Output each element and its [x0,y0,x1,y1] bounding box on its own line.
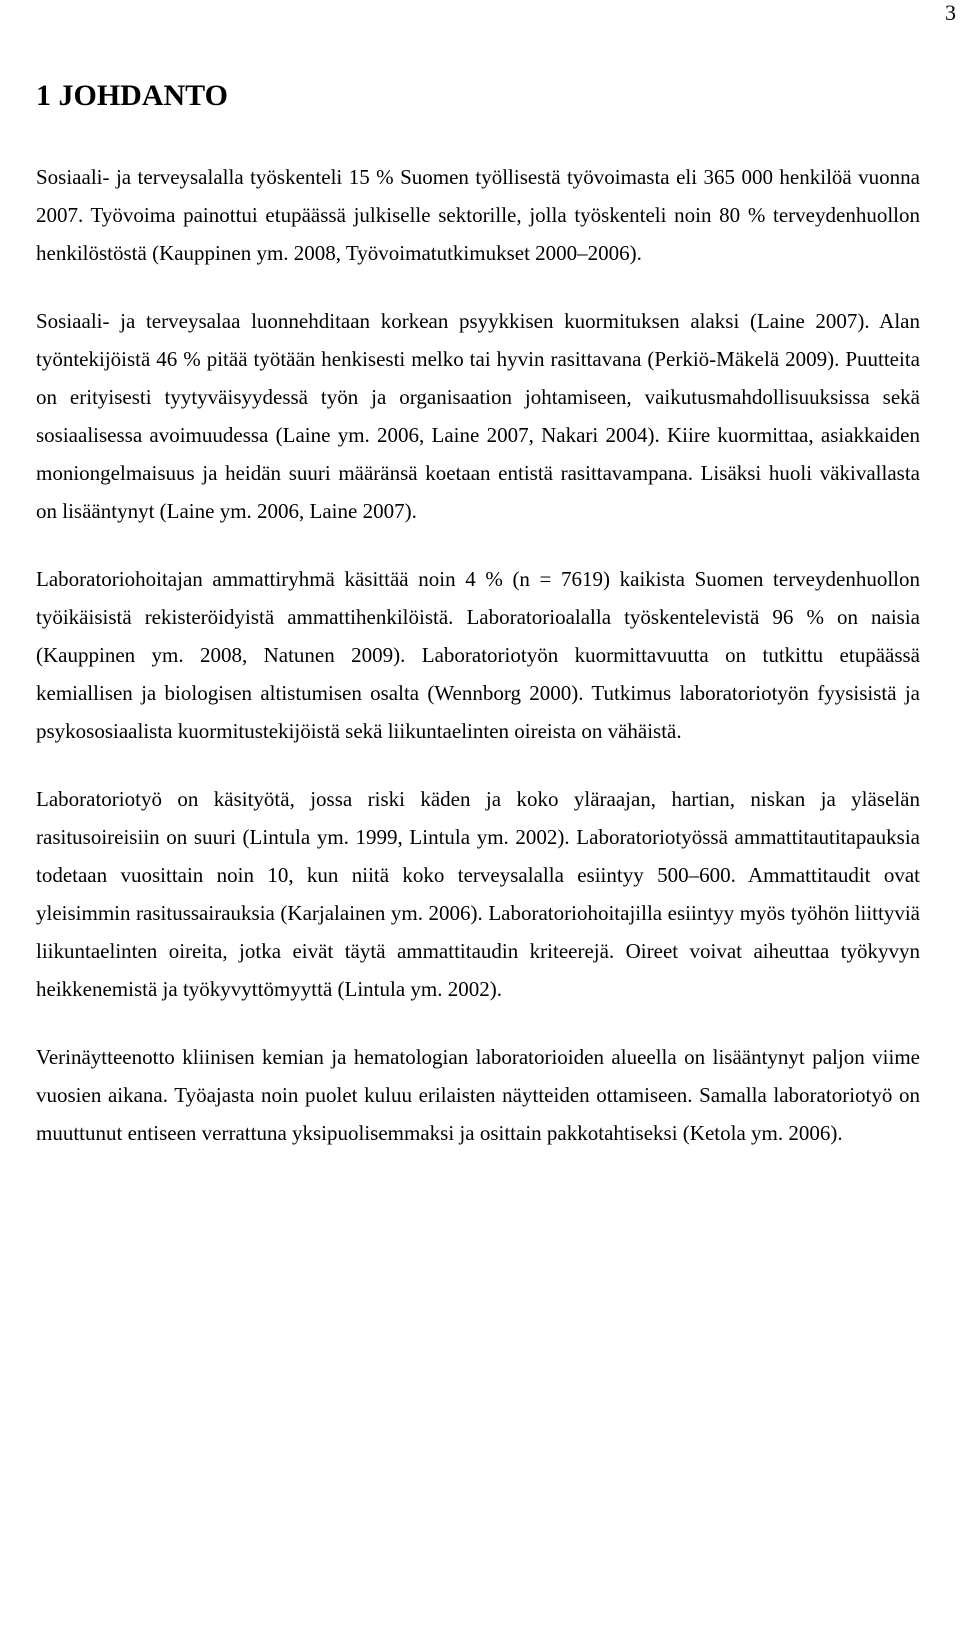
paragraph-2: Sosiaali- ja terveysalaa luonnehditaan korkean psyykkisen kuormituksen alaksi (Laine 2007). Alan työntekijöistä 46 % pitää työtään henkisesti melko tai hyvin rasittavana (Perkiö-Mäkelä 2009). Puutteita on erityisesti tyytyväisyydessä työn ja organisaation johtamiseen, vaikutusmahdollisuuksissa sekä sosiaalisessa avoimuudessa (Laine ym. 2006, Laine 2007, Nakari 2004). Kiire kuormittaa, asiakkaiden moniongelmaisuus ja heidän suuri määränsä koetaan entistä rasittavampana. Lisäksi huoli väkivallasta on lisääntynyt (Laine ym. 2006, Laine 2007). [36,309,920,523]
paragraph-4: Laboratoriotyö on käsityötä, jossa riski käden ja koko yläraajan, hartian, niskan ja yläselän rasitusoireisiin on suuri (Lintula ym. 1999, Lintula ym. 2002). Laboratoriotyössä ammattitautitapauksia todetaan vuosittain noin 10, kun niitä koko terveysalalla esiintyy 500–600. Ammattitaudit ovat yleisimmin rasitussairauksia (Karjalainen ym. 2006). Laboratoriohoitajilla esiintyy myös työhön liittyviä liikuntaelinten oireita, jotka eivät täytä ammattitaudin kriteerejä. Oireet voivat aiheuttaa työkyvyn heikkenemistä ja työkyvyttömyyttä (Lintula ym. 2002). [36,787,920,1001]
chapter-heading: 1 JOHDANTO [36,79,228,112]
page-number: 3 [945,0,956,25]
paragraph-5: Verinäytteenotto kliinisen kemian ja hematologian laboratorioiden alueella on lisääntynyt paljon viime vuosien aikana. Työajasta noin puolet kuluu erilaisten näytteiden ottamiseen. Samalla laboratoriotyö on muuttunut entiseen verrattuna yksipuolisemmaksi ja osittain pakkotahtiseksi (Ketola ym. 2006). [36,1045,920,1145]
document-body [36,74,920,1182]
paragraph-1: Sosiaali- ja terveysalalla työskenteli 15 % Suomen työllisestä työvoimasta eli 365 000 henkilöä vuonna 2007. Työvoima painottui etupäässä julkiselle sektorille, jolla työskenteli noin 80 % terveydenhuollon henkilöstöstä (Kauppinen ym. 2008, Työvoimatutkimukset 2000–2006). [36,165,920,265]
paragraph-3: Laboratoriohoitajan ammattiryhmä käsittää noin 4 % (n = 7619) kaikista Suomen terveydenhuollon työikäisistä rekisteröidyistä ammattihenkilöistä. Laboratorioalalla työskentelevistä 96 % on naisia (Kauppinen ym. 2008, Natunen 2009). Laboratoriotyön kuormittavuutta on tutkittu etupäässä kemiallisen ja biologisen altistumisen osalta (Wennborg 2000). Tutkimus laboratoriotyön fyysisistä ja psykososiaalista kuormitustekijöistä sekä liikuntaelinten oireista on vähäistä. [36,567,920,743]
